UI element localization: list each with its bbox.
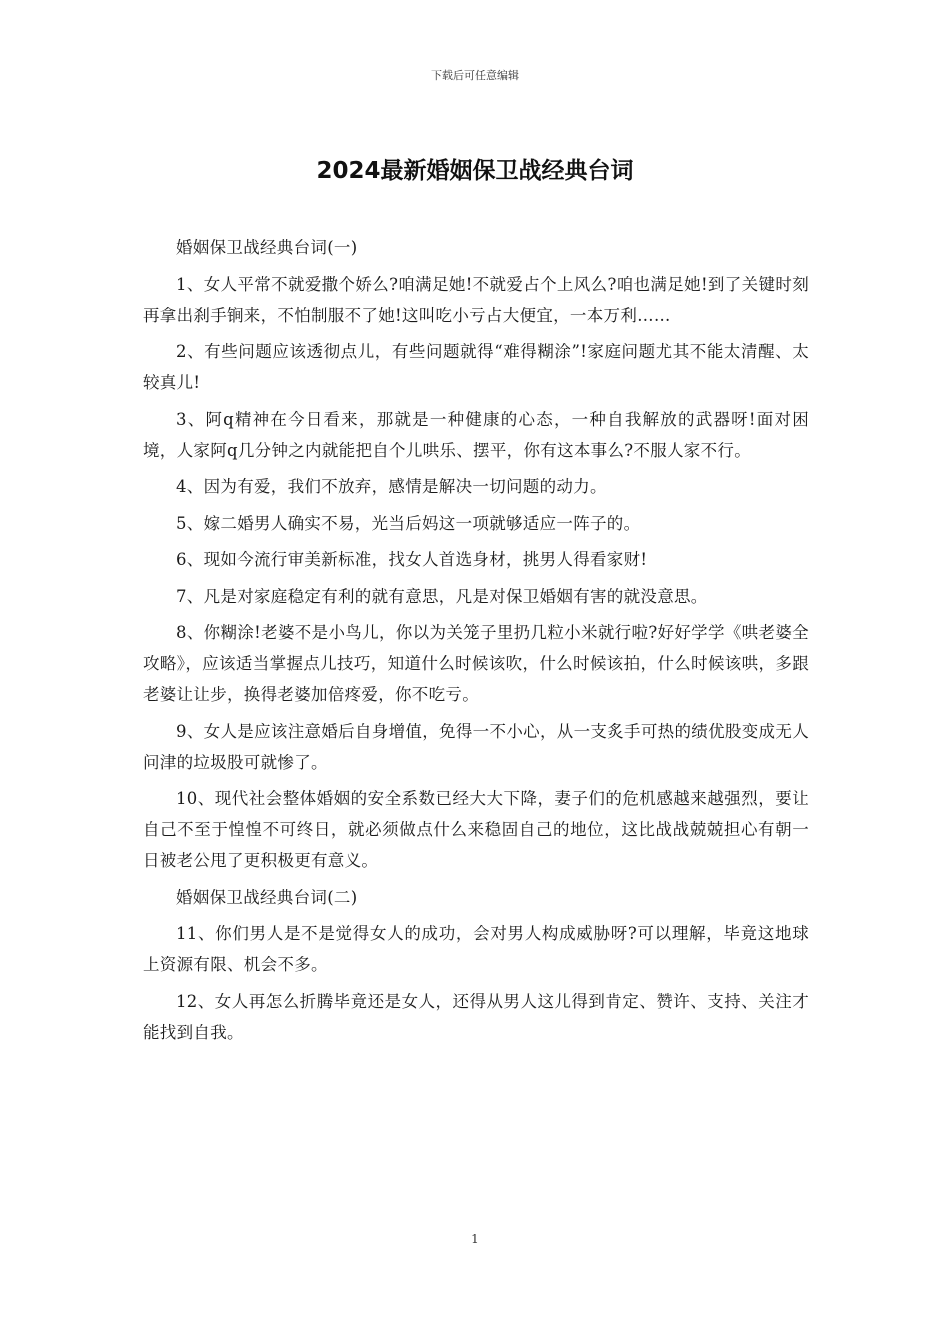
page-number: 1 [471,1232,479,1246]
quote-paragraph-4: 4、因为有爱，我们不放弃，感情是解决一切问题的动力。 [176,477,607,496]
quote-paragraph-3: 3、阿q精神在今日看来，那就是一种健康的心态，一种自我解放的武器呀!面对困境，人家阿q几分钟之内就能把自个儿哄乐、摆平，你有这本事么?不服人家不行。 [143,409,809,460]
header-note: 下载后可任意编辑 [431,69,519,82]
quote-paragraph-5: 5、嫁二婚男人确实不易，光当后妈这一项就够适应一阵子的。 [176,513,641,533]
quote-paragraph-12: 12、女人再怎么折腾毕竟还是女人，还得从男人这儿得到肯定、赞许、支持、关注才能找到自我。 [143,991,809,1042]
quote-paragraph-9: 9、女人是应该注意婚后自身增值，免得一不小心，从一支炙手可热的绩优股变成无人问津的垃圾股可就惨了。 [143,721,809,772]
section-heading-2: 婚姻保卫战经典台词(二) [176,887,358,907]
quote-paragraph-6: 6、现如今流行审美新标准，找女人首选身材，挑男人得看家财! [176,550,648,569]
quote-paragraph-11: 11、你们男人是不是觉得女人的成功，会对男人构成威胁呀?可以理解，毕竟这地球上资源有限、机会不多。 [143,924,809,974]
quote-paragraph-10: 10、现代社会整体婚姻的安全系数已经大大下降，妻子们的危机感越来越强烈，要让自己不至于惶惶不可终日，就必须做点什么来稳固自己的地位，这比战战兢兢担心有朝一日被老公甩了更积极更有意义。 [143,789,809,870]
document-title: 2024最新婚姻保卫战经典台词 [316,158,634,184]
quote-paragraph-8: 8、你糊涂!老婆不是小鸟儿，你以为关笼子里扔几粒小米就行啦?好好学学《哄老婆全攻略》，应该适当掌握点儿技巧，知道什么时候该吹，什么时候该拍，什么时候该哄，多跟老婆让让步，换得老婆加倍疼爱，你不吃亏。 [143,623,809,704]
quote-paragraph-7: 7、凡是对家庭稳定有利的就有意思，凡是对保卫婚姻有害的就没意思。 [176,586,708,606]
document-body [143,232,809,1053]
quote-paragraph-1: 1、女人平常不就爱撒个娇么?咱满足她!不就爱占个上风么?咱也满足她!到了关键时刻再拿出刹手锏来，不怕制服不了她!这叫吃小亏占大便宜，一本万利…… [143,274,809,325]
quote-paragraph-2: 2、有些问题应该透彻点儿，有些问题就得“难得糊涂”!家庭问题尤其不能太清醒、太较真儿! [143,342,809,392]
section-heading-1: 婚姻保卫战经典台词(一) [176,238,358,257]
